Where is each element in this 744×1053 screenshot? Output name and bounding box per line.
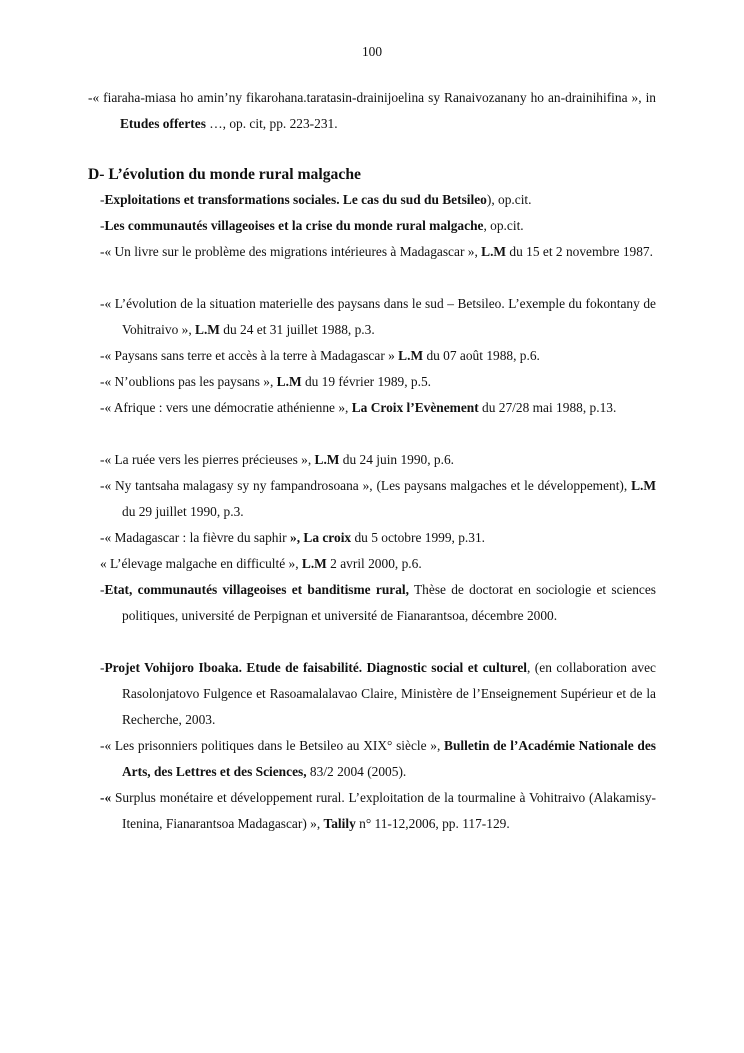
- reference-entry: « L’élevage malgache en difficulté », L.M 2 avril 2000, p.6.: [100, 556, 422, 571]
- reference-entry: -« Un livre sur le problème des migrations intérieures à Madagascar », L.M du 15 et 2 novembre 1987.: [100, 244, 653, 259]
- section-heading: D- L’évolution du monde rural malgache: [88, 166, 361, 183]
- intro-text: -« fiaraha-miasa ho amin’ny fikarohana.taratasin-drainijoelina sy Ranaivozanany ho an-drainihifina », in: [88, 90, 656, 105]
- reference-entry: -Etat, communautés villageoises et banditisme rural, Thèse de doctorat en sociologie et sciences politiques, université de Perpignan et université de Fianarantsoa, décembre 2000.: [100, 582, 656, 623]
- page-number: 100: [361, 44, 383, 59]
- reference-entry: -« Ny tantsaha malagasy sy ny fampandrosoana », (Les paysans malgaches et le développement), L.M du 29 juillet 1990, p.3.: [100, 478, 656, 519]
- reference-entry: -« Les prisonniers politiques dans le Betsileo au XIX° siècle », Bulletin de l’Académie Nationale des Arts, des Lettres et des Sciences, 83/2 2004 (2005).: [100, 738, 656, 779]
- intro-reference: [88, 85, 656, 137]
- reference-entry: -« Paysans sans terre et accès à la terre à Madagascar » L.M du 07 août 1988, p.6.: [100, 348, 540, 363]
- reference-entry: -« La ruée vers les pierres précieuses », L.M du 24 juin 1990, p.6.: [100, 452, 455, 467]
- reference-entry: -Les communautés villageoises et la crise du monde rural malgache, op.cit.: [100, 218, 524, 233]
- reference-entry: -« L’évolution de la situation materielle des paysans dans le sud – Betsileo. L’exemple du fokontany de Vohitraivo », L.M du 24 et 31 juillet 1988, p.3.: [100, 296, 656, 337]
- reference-entry: -« Madagascar : la fièvre du saphir », La croix du 5 octobre 1999, p.31.: [100, 530, 486, 545]
- intro-title: Etudes offertes: [120, 116, 206, 131]
- reference-entry: -« Surplus monétaire et développement rural. L’exploitation de la tourmaline à Vohitraivo (Alakamisy-Itenina, Fianarantsoa Madagascar) », Talily n° 11-12,2006, pp. 117-129.: [100, 790, 656, 831]
- reference-entry: -« N’oublions pas les paysans », L.M du 19 février 1989, p.5.: [100, 374, 432, 389]
- intro-suffix: …, op. cit, pp. 223-231.: [205, 116, 338, 131]
- reference-entry: -Exploitations et transformations sociales. Le cas du sud du Betsileo), op.cit.: [100, 192, 532, 207]
- reference-entry: -« Afrique : vers une démocratie athénienne », La Croix l’Evènement du 27/28 mai 1988, p.13.: [100, 400, 617, 415]
- reference-entry: -Projet Vohijoro Iboaka. Etude de faisabilité. Diagnostic social et culturel, (en collaboration avec Rasolonjatovo Fulgence et Rasoamalalavao Claire, Ministère de l’Enseignement Supérieur et de la Recherche, 2003.: [100, 660, 656, 727]
